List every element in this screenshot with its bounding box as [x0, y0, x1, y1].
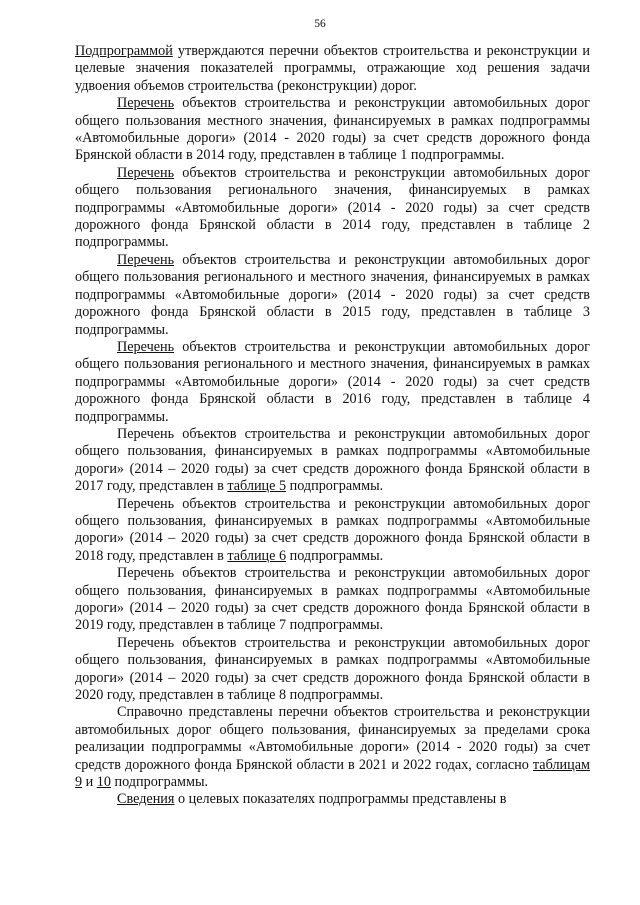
paragraph-table-8: Перечень объектов строительства и реконструкции автомобильных дорог общего пользования, финансируемых в рамках подпрограммы «Автомобильные дороги» (2014 – 2020 годы) за счет средств дорожного фонда Брянской области в 2020 году, представлен в таблице 8 подпрограммы.: [75, 634, 590, 704]
link-table-10[interactable]: 10: [96, 774, 111, 791]
page-number: 56: [314, 18, 326, 30]
paragraph-target-indicators: Сведения о целевых показателях подпрограммы представлены в: [117, 791, 507, 808]
paragraph-table-2: Перечень объектов строительства и реконструкции автомобильных дорог общего пользования регионального значения, финансируемых в рамках подпрограммы «Автомобильные дороги» (2014 - 2020 годы) за счет средств дорожного фонда Брянской области в 2014 году, представлен в таблице 2 подпрограммы.: [75, 164, 590, 251]
paragraph-table-4: Перечень объектов строительства и реконструкции автомобильных дорог общего пользования регионального и местного значения, финансируемых в рамках подпрограммы «Автомобильные дороги» (2014 - 2020 годы) за счет средств дорожного фонда Брянской области в 2016 году, представлен в таблице 4 подпрограммы.: [75, 338, 590, 425]
paragraph-tables-9-10: Справочно представлены перечни объектов строительства и реконструкции автомобильных дорог общего пользования, финансируемых за пределами срока реализации подпрограммы «Автомобильные дороги» (2014 - 2020 годы) за счет средств дорожного фонда Брянской области в 2021 и 2022 годах, согласно таблицам 9 и 10 подпрограммы.: [75, 704, 590, 791]
link-table-5[interactable]: таблице 5: [227, 478, 287, 495]
link-podprogrammoy[interactable]: Подпрограммой: [75, 43, 173, 59]
link-perechen-2[interactable]: Перечень: [117, 164, 175, 181]
paragraph-table-5: Перечень объектов строительства и реконструкции автомобильных дорог общего пользования, финансируемых в рамках подпрограммы «Автомобильные дороги» (2014 – 2020 годы) за счет средств дорожного фонда Брянской области в 2017 году, представлен в таблице 5 подпрограммы.: [75, 425, 590, 495]
paragraph-table-3: Перечень объектов строительства и реконструкции автомобильных дорог общего пользования регионального и местного значения, финансируемых в рамках подпрограммы «Автомобильные дороги» (2014 - 2020 годы) за счет средств дорожного фонда Брянской области в 2015 году, представлен в таблице 3 подпрограммы.: [75, 251, 590, 338]
link-perechen-4[interactable]: Перечень: [117, 338, 175, 355]
paragraph-table-1: Перечень объектов строительства и реконструкции автомобильных дорог общего пользования местного значения, финансируемых в рамках подпрограммы «Автомобильные дороги» (2014 - 2020 годы) за счет средств дорожного фонда Брянской области в 2014 году, представлен в таблице 1 подпрограммы.: [75, 95, 590, 164]
link-svedeniya[interactable]: Сведения: [117, 791, 175, 808]
document-body: [75, 43, 590, 809]
link-tables-9[interactable]: таблицам 9: [75, 756, 590, 791]
paragraph-table-6: Перечень объектов строительства и реконструкции автомобильных дорог общего пользования, финансируемых в рамках подпрограммы «Автомобильные дороги» (2014 – 2020 годы) за счет средств дорожного фонда Брянской области в 2018 году, представлен в таблице 6 подпрограммы.: [75, 495, 590, 564]
link-table-6[interactable]: таблице 6: [227, 547, 287, 564]
link-perechen-1[interactable]: Перечень: [117, 95, 175, 112]
paragraph-table-7: Перечень объектов строительства и реконструкции автомобильных дорог общего пользования, финансируемых в рамках подпрограммы «Автомобильные дороги» (2014 – 2020 годы) за счет средств дорожного фонда Брянской области в 2019 году, представлен в таблице 7 подпрограммы.: [75, 565, 590, 634]
paragraph-subprogram-intro: Подпрограммой утверждаются перечни объектов строительства и реконструкции и целевые значения показателей программы, отражающие ход решения задачи удвоения объемов строительства (реконструкции) дорог.: [75, 43, 590, 94]
link-perechen-3[interactable]: Перечень: [117, 251, 175, 268]
